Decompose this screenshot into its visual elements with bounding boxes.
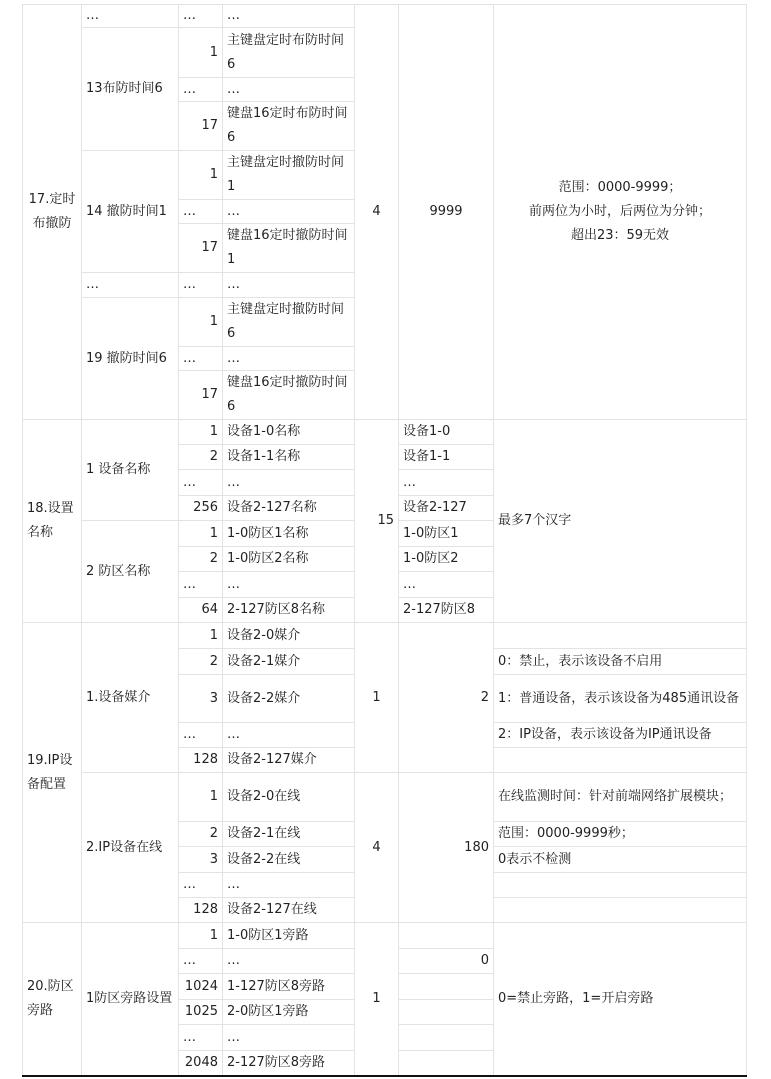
- item-label: 1-0防区1名称: [222, 520, 355, 547]
- item-index: …: [178, 1024, 223, 1051]
- item-index: 1: [178, 27, 223, 78]
- default-cell: 1-0防区1: [398, 520, 494, 547]
- item-label: 设备2-1媒介: [222, 648, 355, 675]
- item-index: 1: [178, 150, 223, 200]
- note-cell: 0表示不检测: [493, 846, 747, 873]
- note-line: 前两位为小时，后两位为分钟；: [528, 204, 711, 219]
- item-label: 主键盘定时布防时间6: [222, 27, 355, 78]
- group-name: …: [81, 4, 179, 28]
- item-index: 3: [178, 846, 223, 873]
- default-cell: 2-127防区8: [398, 597, 494, 623]
- item-label: 主键盘定时撤防时间1: [222, 150, 355, 200]
- default-cell: [398, 1024, 494, 1051]
- item-index: …: [178, 272, 223, 298]
- group-name: 13布防时间6: [81, 27, 179, 151]
- item-index: …: [178, 948, 223, 974]
- item-label: 1-0防区2名称: [222, 546, 355, 572]
- item-label: …: [222, 469, 355, 496]
- item-label: …: [222, 272, 355, 298]
- item-label: 设备2-1在线: [222, 821, 355, 847]
- item-label: …: [222, 571, 355, 598]
- item-index: 2: [178, 546, 223, 572]
- length-cell: 15: [354, 419, 399, 623]
- note-cell: [493, 747, 747, 773]
- item-index: …: [178, 346, 223, 371]
- group-name: 1.设备媒介: [81, 622, 179, 773]
- default-cell: [398, 922, 494, 949]
- item-label: 键盘16定时撤防时间6: [222, 370, 355, 420]
- item-label: 设备2-0在线: [222, 772, 355, 822]
- item-index: 1024: [178, 973, 223, 1000]
- item-index: 1: [178, 297, 223, 347]
- item-label: 设备2-2在线: [222, 846, 355, 873]
- table-bottom-rule: [22, 1075, 747, 1077]
- group-name: 2 防区名称: [81, 520, 179, 623]
- item-index: 1: [178, 520, 223, 547]
- item-label: 键盘16定时撤防时间1: [222, 223, 355, 273]
- default-cell: 180: [398, 772, 494, 923]
- item-label: 设备2-127在线: [222, 897, 355, 923]
- item-index: 3: [178, 674, 223, 723]
- item-index: …: [178, 872, 223, 898]
- item-index: 1: [178, 419, 223, 445]
- item-label: 设备1-1名称: [222, 444, 355, 470]
- section-title-text: 19.IP设备配置: [27, 752, 73, 792]
- item-label: …: [222, 722, 355, 748]
- item-label: …: [222, 346, 355, 371]
- item-label: …: [222, 199, 355, 224]
- note-cell: 最多7个汉字: [493, 419, 747, 623]
- item-index: 17: [178, 223, 223, 273]
- item-index: …: [178, 722, 223, 748]
- item-label: 设备2-127媒介: [222, 747, 355, 773]
- item-index: 256: [178, 495, 223, 521]
- length-cell: 4: [354, 772, 399, 923]
- item-label: 主键盘定时撤防时间6: [222, 297, 355, 347]
- length-cell: 4: [354, 4, 399, 420]
- group-name: 19 撤防时间6: [81, 297, 179, 420]
- item-label: …: [222, 872, 355, 898]
- default-cell: 0: [398, 948, 494, 974]
- item-index: 128: [178, 747, 223, 773]
- item-label: 设备2-127名称: [222, 495, 355, 521]
- default-cell: 设备1-0: [398, 419, 494, 445]
- length-cell: 1: [354, 922, 399, 1076]
- note-cell: 在线监测时间：针对前端网络扩展模块；: [493, 772, 747, 822]
- note-cell: 0=禁止旁路，1=开启旁路: [493, 922, 747, 1076]
- section-title-text: 17.定时布撤防: [28, 192, 76, 231]
- item-label: 设备2-2媒介: [222, 674, 355, 723]
- group-name: …: [81, 272, 179, 298]
- item-index: 17: [178, 101, 223, 151]
- item-label: 2-127防区8名称: [222, 597, 355, 623]
- note-cell: [493, 872, 747, 898]
- item-label: 键盘16定时布防时间6: [222, 101, 355, 151]
- group-name: 14 撤防时间1: [81, 150, 179, 273]
- item-label: 设备2-0媒介: [222, 622, 355, 649]
- item-index: 2: [178, 648, 223, 675]
- note-cell: [493, 897, 747, 923]
- item-label: …: [222, 77, 355, 102]
- section-title-19: [22, 622, 82, 923]
- group-name: 2.IP设备在线: [81, 772, 179, 923]
- note-cell: 2：IP设备，表示该设备为IP通讯设备: [493, 722, 747, 748]
- item-index: …: [178, 4, 223, 28]
- group-name: 1防区旁路设置: [81, 922, 179, 1076]
- note-line: 范围：0000-9999；: [558, 180, 682, 195]
- item-index: 1: [178, 772, 223, 822]
- default-cell: [398, 1050, 494, 1076]
- note-line: 超出23：59无效: [570, 228, 670, 243]
- default-cell: 9999: [398, 4, 494, 420]
- section-title-text: 18.设置名称: [27, 501, 74, 540]
- note-cell: 1：普通设备，表示该设备为485通讯设备: [493, 674, 747, 723]
- item-label: …: [222, 1024, 355, 1051]
- item-label: …: [222, 4, 355, 28]
- item-index: 2: [178, 444, 223, 470]
- default-cell: 设备1-1: [398, 444, 494, 470]
- section-title-17: [22, 4, 82, 420]
- default-cell: 1-0防区2: [398, 546, 494, 572]
- item-index: 1: [178, 622, 223, 649]
- item-index: 1025: [178, 999, 223, 1025]
- default-cell: 设备2-127: [398, 495, 494, 521]
- item-index: …: [178, 199, 223, 224]
- item-index: 128: [178, 897, 223, 923]
- item-index: …: [178, 571, 223, 598]
- default-cell: …: [398, 469, 494, 496]
- item-index: 17: [178, 370, 223, 420]
- item-index: …: [178, 77, 223, 102]
- item-label: 1-0防区1旁路: [222, 922, 355, 949]
- note-cell: 范围：0000-9999秒；: [493, 821, 747, 847]
- note-text: [529, 176, 711, 248]
- item-index: 2: [178, 821, 223, 847]
- default-cell: [398, 999, 494, 1025]
- item-index: …: [178, 469, 223, 496]
- default-cell: …: [398, 571, 494, 598]
- section-title-20: [22, 922, 82, 1076]
- default-cell: [398, 973, 494, 1000]
- group-name: 1 设备名称: [81, 419, 179, 521]
- section-title-18: [22, 419, 82, 623]
- item-label: 1-127防区8旁路: [222, 973, 355, 1000]
- item-label: 设备1-0名称: [222, 419, 355, 445]
- note-cell: [493, 622, 747, 649]
- item-label: 2-127防区8旁路: [222, 1050, 355, 1076]
- item-label: …: [222, 948, 355, 974]
- item-index: 2048: [178, 1050, 223, 1076]
- length-cell: 1: [354, 622, 399, 773]
- default-cell: 2: [398, 622, 494, 773]
- note-cell: 0：禁止，表示该设备不启用: [493, 648, 747, 675]
- note-cell: [493, 4, 747, 420]
- item-index: 1: [178, 922, 223, 949]
- item-index: 64: [178, 597, 223, 623]
- item-label: 2-0防区1旁路: [222, 999, 355, 1025]
- section-title-text: 20.防区旁路: [27, 979, 74, 1018]
